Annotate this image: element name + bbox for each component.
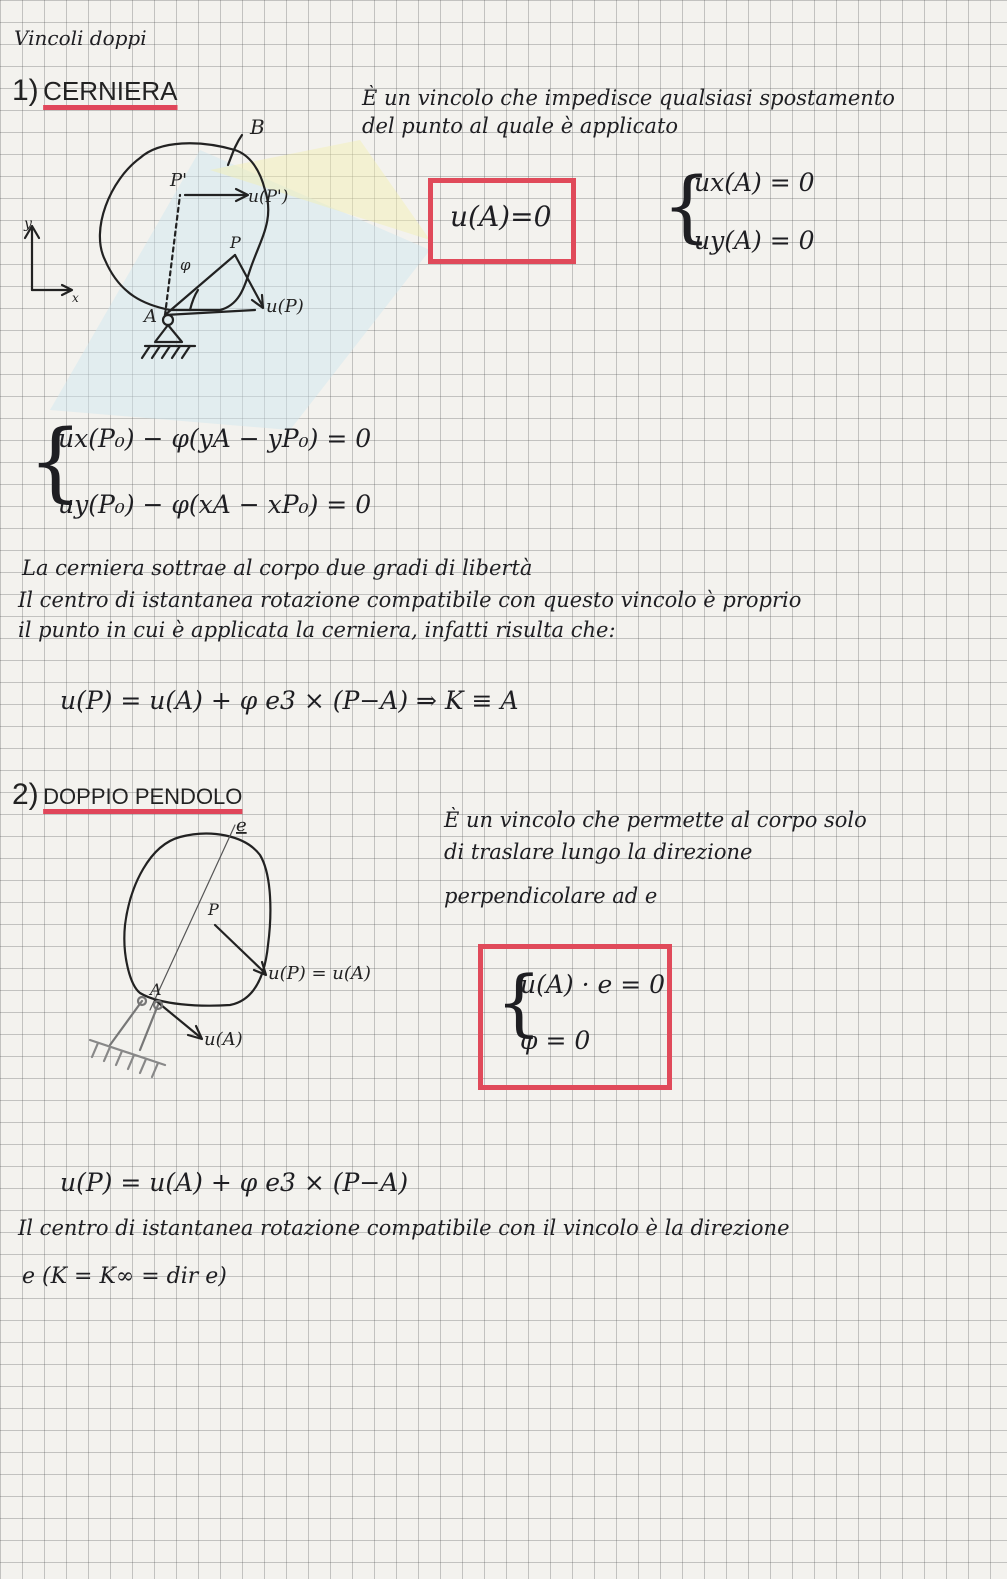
section2-name: DOPPIO PENDOLO — [43, 784, 243, 809]
section1-description-line2: del punto al quale è applicato — [362, 114, 679, 138]
section2-text-line2: e (K = K∞ = dir e) — [22, 1264, 227, 1289]
section2-description-line2: di traslare lungo la direzione — [444, 840, 753, 864]
figure1-label-u-P: u(P) — [266, 296, 304, 317]
figure2-label-P: P — [208, 900, 219, 919]
double-pendulum-figure — [70, 815, 390, 1085]
figure2-label-e: e — [236, 815, 247, 836]
hinge-figure — [10, 110, 340, 380]
figure1-label-phi: φ — [180, 256, 191, 274]
rigid-body-outline — [100, 143, 268, 310]
section2-description-line1: È un vincolo che permette al corpo solo — [444, 808, 867, 832]
figure2-label-u-P-eq: u(P) = u(A) — [268, 963, 371, 984]
section1-eq-brace: { — [28, 412, 83, 512]
axis-label-x: x — [72, 291, 79, 305]
section1-text-line3: il punto in cui è applicata la cerniera, infatti risulta che: — [18, 618, 616, 642]
section1-name: CERNIERA — [43, 76, 178, 106]
figure2-label-A: A — [150, 980, 162, 999]
section1-description-line1: È un vincolo che impedisce qualsiasi spostamento — [362, 86, 895, 110]
section1-heading — [12, 74, 178, 108]
section1-text-line1: La cerniera sottrae al corpo due gradi di libertà — [22, 556, 533, 580]
section2-description-line3: perpendicolare ad e — [444, 884, 658, 908]
figure1-label-P-prime: P' — [170, 170, 188, 191]
figure1-label-P: P — [230, 233, 241, 252]
section2-boxed-line1: u(A) · e = 0 — [520, 970, 666, 999]
rigid-body-outline-2 — [124, 834, 270, 1006]
section1-eq-line1: ux(P₀) − φ(yA − yP₀) = 0 — [58, 424, 372, 453]
figure1-label-A: A — [144, 306, 157, 327]
section2-boxed-line2: φ = 0 — [520, 1026, 591, 1055]
section1-boxed-equation: u(A)=0 — [450, 200, 552, 233]
page-title: Vincoli doppi — [14, 26, 147, 50]
section1-number: 1) — [12, 74, 39, 107]
section1-system-line2: uy(A) = 0 — [694, 226, 815, 255]
figure1-label-u-P-prime: u(P') — [248, 187, 289, 207]
section2-text-line1: Il centro di istantanea rotazione compatibile con il vincolo è la direzione — [18, 1216, 790, 1240]
section1-formula: u(P) = u(A) + φ e3 × (P−A) ⇒ K ≡ A — [60, 686, 519, 715]
section1-system-brace: { — [662, 162, 712, 252]
section1-system-line1: ux(A) = 0 — [694, 168, 815, 197]
section2-number: 2) — [12, 778, 39, 811]
section2-heading — [12, 778, 242, 812]
figure1-label-B: B — [250, 115, 265, 139]
section1-eq-line2: uy(P₀) − φ(xA − xP₀) = 0 — [58, 490, 372, 519]
section1-text-line2: Il centro di istantanea rotazione compatibile con questo vincolo è proprio — [18, 588, 802, 612]
figure2-label-u-A: u(A) — [204, 1029, 243, 1050]
section2-formula: u(P) = u(A) + φ e3 × (P−A) — [60, 1168, 409, 1197]
axis-label-y: y — [24, 216, 32, 232]
section2-boxed-brace: { — [496, 960, 542, 1044]
